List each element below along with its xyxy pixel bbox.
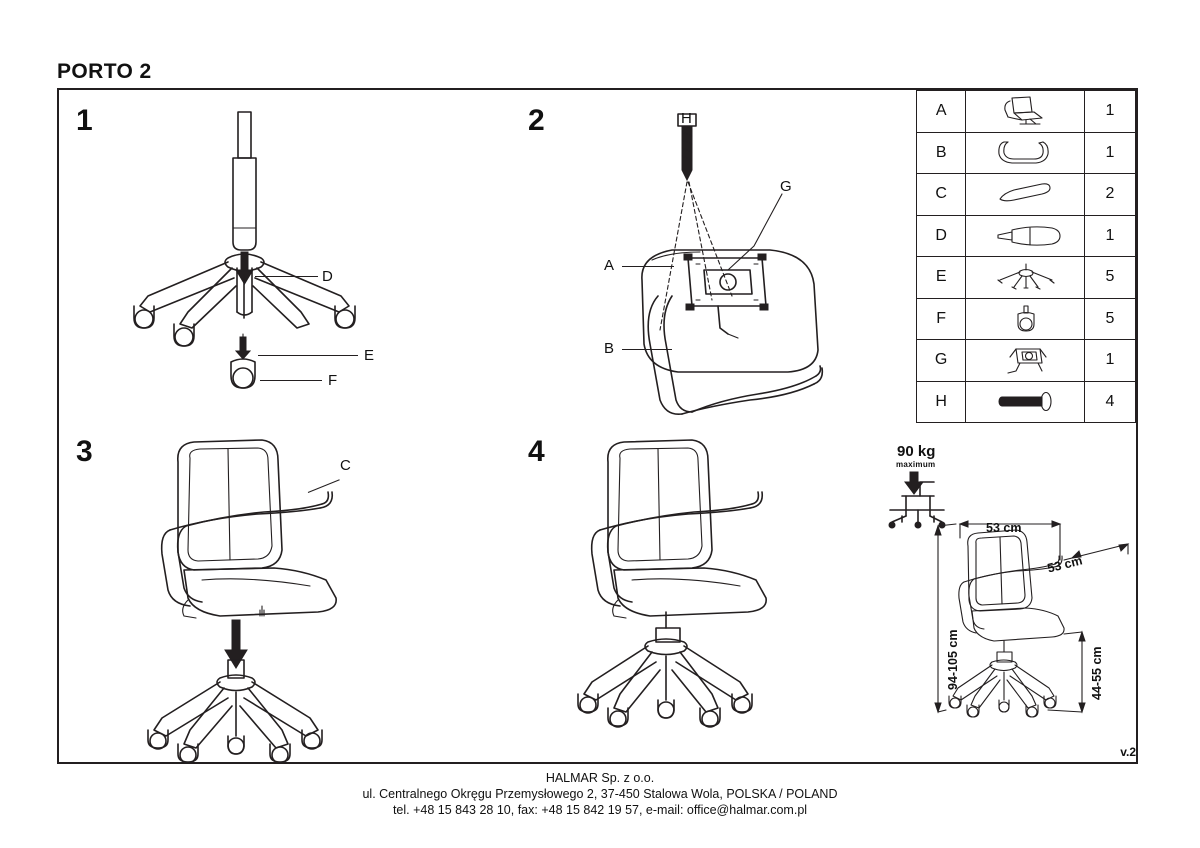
callout-label-f: F	[328, 372, 338, 389]
page-title: PORTO 2	[57, 60, 152, 83]
part-qty: 2	[1084, 174, 1135, 216]
bolt-screw-icon	[966, 381, 1085, 423]
step-3-illustration	[150, 430, 480, 750]
leader-line-e	[258, 355, 358, 356]
part-qty: 1	[1084, 91, 1135, 133]
armrest-pad-icon	[966, 174, 1085, 216]
part-letter: B	[917, 132, 966, 174]
five-star-base-icon	[966, 257, 1085, 299]
tilt-mechanism-icon	[966, 340, 1085, 382]
table-row	[917, 257, 1136, 299]
part-letter: C	[917, 174, 966, 216]
part-letter: H	[917, 381, 966, 423]
callout-label-a: A	[604, 257, 615, 274]
parts-list-table	[916, 90, 1136, 423]
footer-address: ul. Centralnego Okręgu Przemysłowego 2, 37-450 Stalowa Wola, POLSKA / POLAND	[362, 787, 838, 801]
armrest-frame-icon	[966, 132, 1085, 174]
max-weight-note: maximum	[896, 460, 936, 469]
table-row	[917, 132, 1136, 174]
part-letter: D	[917, 215, 966, 257]
footer-contact: tel. +48 15 843 28 10, fax: +48 15 842 19 57, e-mail: office@halmar.com.pl	[392, 803, 808, 817]
part-letter: G	[917, 340, 966, 382]
part-qty: 1	[1084, 132, 1135, 174]
table-row	[917, 174, 1136, 216]
step-number-1: 1	[76, 104, 93, 137]
dimension-label-total-height: 94-105 cm	[946, 629, 960, 690]
dimension-illustration	[952, 510, 1132, 730]
chair-seat-back-icon	[966, 91, 1085, 133]
step-number-4: 4	[528, 435, 545, 468]
leader-line-h	[688, 128, 689, 144]
part-letter: E	[917, 257, 966, 299]
leader-line-f	[260, 380, 322, 381]
weight-limit-icon	[876, 470, 956, 550]
dimension-label-seat-height: 44-55 cm	[1090, 646, 1104, 700]
callout-label-b: B	[604, 340, 615, 357]
step-number-3: 3	[76, 435, 93, 468]
callout-label-d: D	[322, 268, 333, 285]
part-qty: 1	[1084, 215, 1135, 257]
leader-line-a	[622, 266, 674, 267]
part-letter: A	[917, 91, 966, 133]
gas-lift-cylinder-icon	[966, 215, 1085, 257]
step-number-2: 2	[528, 104, 545, 137]
part-qty: 4	[1084, 381, 1135, 423]
callout-label-g: G	[780, 178, 792, 195]
footer-company: HALMAR Sp. z o.o.	[545, 771, 655, 785]
dimension-label-depth: 53 cm	[1046, 553, 1084, 576]
leader-line-b	[622, 349, 672, 350]
callout-label-e: E	[364, 347, 375, 364]
part-qty: 5	[1084, 298, 1135, 340]
footer	[0, 770, 1200, 818]
callout-label-h: H	[681, 110, 692, 127]
part-qty: 1	[1084, 340, 1135, 382]
part-letter: F	[917, 298, 966, 340]
version-label: v.2	[1120, 745, 1136, 759]
part-qty: 5	[1084, 257, 1135, 299]
callout-label-c: C	[340, 457, 351, 474]
table-row	[917, 381, 1136, 423]
table-row	[917, 298, 1136, 340]
leader-line-g	[726, 186, 788, 276]
caster-wheel-icon	[966, 298, 1085, 340]
max-weight-value: 90 kg	[897, 443, 936, 460]
table-row	[917, 91, 1136, 133]
table-row	[917, 215, 1136, 257]
dimension-label-width: 53 cm	[986, 521, 1022, 535]
leader-line-d	[255, 276, 318, 277]
step-4-illustration	[580, 430, 910, 750]
table-row	[917, 340, 1136, 382]
